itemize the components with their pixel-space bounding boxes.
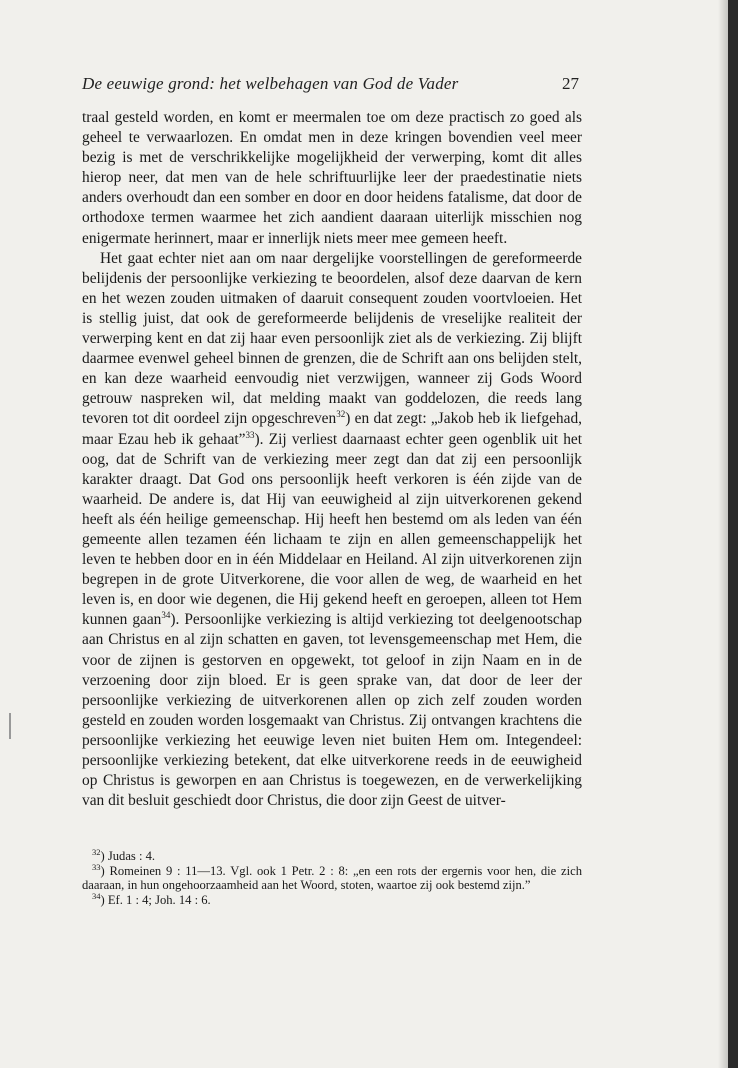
- footnote-number: 34: [92, 890, 101, 901]
- footnote-ref-33: 33: [245, 429, 255, 440]
- footnote-text: ) Judas : 4.: [100, 849, 156, 863]
- footnote-32: [82, 846, 582, 864]
- paragraph-segment: Het gaat echter niet aan om naar dergelijke voorstellingen de gereformeerde belijdenis der persoonlijke verkiezing te beoordelen, alsof deze daarvan de kern en het wezen zouden uitmaken of daaruit consequent zouden voortvloeien. Het is stellig juist, dat ook de gereformeerde belijdenis de vreselijke realiteit der verwerping kent en dat zij haar even persoonlijk ziet als de verkiezing. Zij blijft daarmee evenwel geheel binnen de grenzen, die de Schrift aan ons belijden stelt, en kan deze waarheid eenvoudig niet verzwijgen, wanneer zij Gods Woord getrouw naspreken wil, dat melding maakt van goddelozen, die reeds lang tevoren tot dit oordeel zijn opgeschreven: [82, 249, 582, 428]
- page-number: 27: [562, 74, 579, 93]
- paragraph-main: [82, 249, 582, 812]
- page-edge-shadow: [718, 0, 728, 1068]
- footnote-text: ) Romeinen 9 : 11—13. Vgl. ook 1 Petr. 2 : 8: „en een rots der ergernis voor hen, die zich daaraan, in hun ongehoorzaamheid aan het Woord, stoten, waartoe zij ook bestemd zijn.”: [82, 863, 582, 893]
- paragraph-continued: traal gesteld worden, en komt er meermalen toe om deze practisch zo goed als geheel te verwaarlozen. En omdat men in deze kringen bovendien veel meer bezig is met de verschrikkelijke mogelijkheid der verwerping, komt dit alles hierop neer, dat men van de hele schriftuurlijke leer der praedestinatie niets anders overhoudt dan een somber en door en door heidens fatalisme, dat door de orthodoxe termen waarmee het zich aandient daaraan uiterlijk misschien nog enigermate herinnert, maar er innerlijk niets meer mee gemeen heeft.: [82, 109, 582, 247]
- body-text: [82, 108, 582, 811]
- footnote-number: 32: [92, 846, 101, 857]
- paragraph-segment: ) en dat zegt: „Jakob heb ik liefgehad, maar Ezau heb ik gehaat”: [82, 410, 582, 448]
- footnote-33: [82, 861, 582, 893]
- footnote-number: 33: [92, 861, 101, 872]
- footnote-text: ) Ef. 1 : 4; Joh. 14 : 6.: [100, 892, 211, 907]
- running-head: De eeuwige grond: het welbehagen van God de Vader: [82, 74, 459, 93]
- paragraph-segment: ). Persoonlijke verkiezing is altijd verkiezing tot deelgenootschap aan Christus en al zijn schatten en gaven, tot levensgemeenschap met Hem, die voor de zijnen is gestorven en opgewekt, tot geloof in zijn Naam en in de verzoening door zijn bloed. Er is geen sprake van, dat door de leer der persoonlijke verkiezing de uitverkorenen allen op zich zelf zouden worden gesteld en zouden worden losgemaakt van Christus. Zij ontvangen krachtens die persoonlijke verkiezing het eeuwige leven niet buiten Hem om. Integendeel: persoonlijke verkiezing betekent, dat elke uitverkorene reeds in de eeuwigheid op Christus is geworpen en aan Christus is toegewezen, en de verwerkelijking van dit besluit geschiedt door Christus, die door zijn Geest de uitver-: [82, 611, 582, 810]
- paragraph-segment: ). Zij verliest daarnaast echter geen ogenblik uit het oog, dat de Schrift van de verkiezing meer zegt dan dat zij een persoonlijk karakter draagt. Dat God ons persoonlijk heeft verkoren is één zijde van de waarheid. De andere is, dat Hij van eeuwigheid al zijn uitverkorenen gekend heeft als één heilige gemeenschap. Hij heeft hen bestemd om als leden van één gemeente allen tezamen één lichaam te zijn en allen gemeenschappelijk het leven te hebben door en in één Middelaar en Heiland. Al zijn uitverkorenen zijn begrepen in de grote Uitverkorene, die voor allen de weg, de waarheid en het leven is, en door wie degenen, die Hij gekend heeft en geroepen, alleen tot Hem kunnen gaan: [82, 430, 583, 629]
- footnotes: [82, 846, 582, 907]
- footnote-ref-32: 32: [336, 409, 346, 420]
- footnote-34: [82, 890, 582, 908]
- footnote-ref-34: 34: [161, 610, 171, 621]
- scan-margin-mark: [9, 713, 11, 739]
